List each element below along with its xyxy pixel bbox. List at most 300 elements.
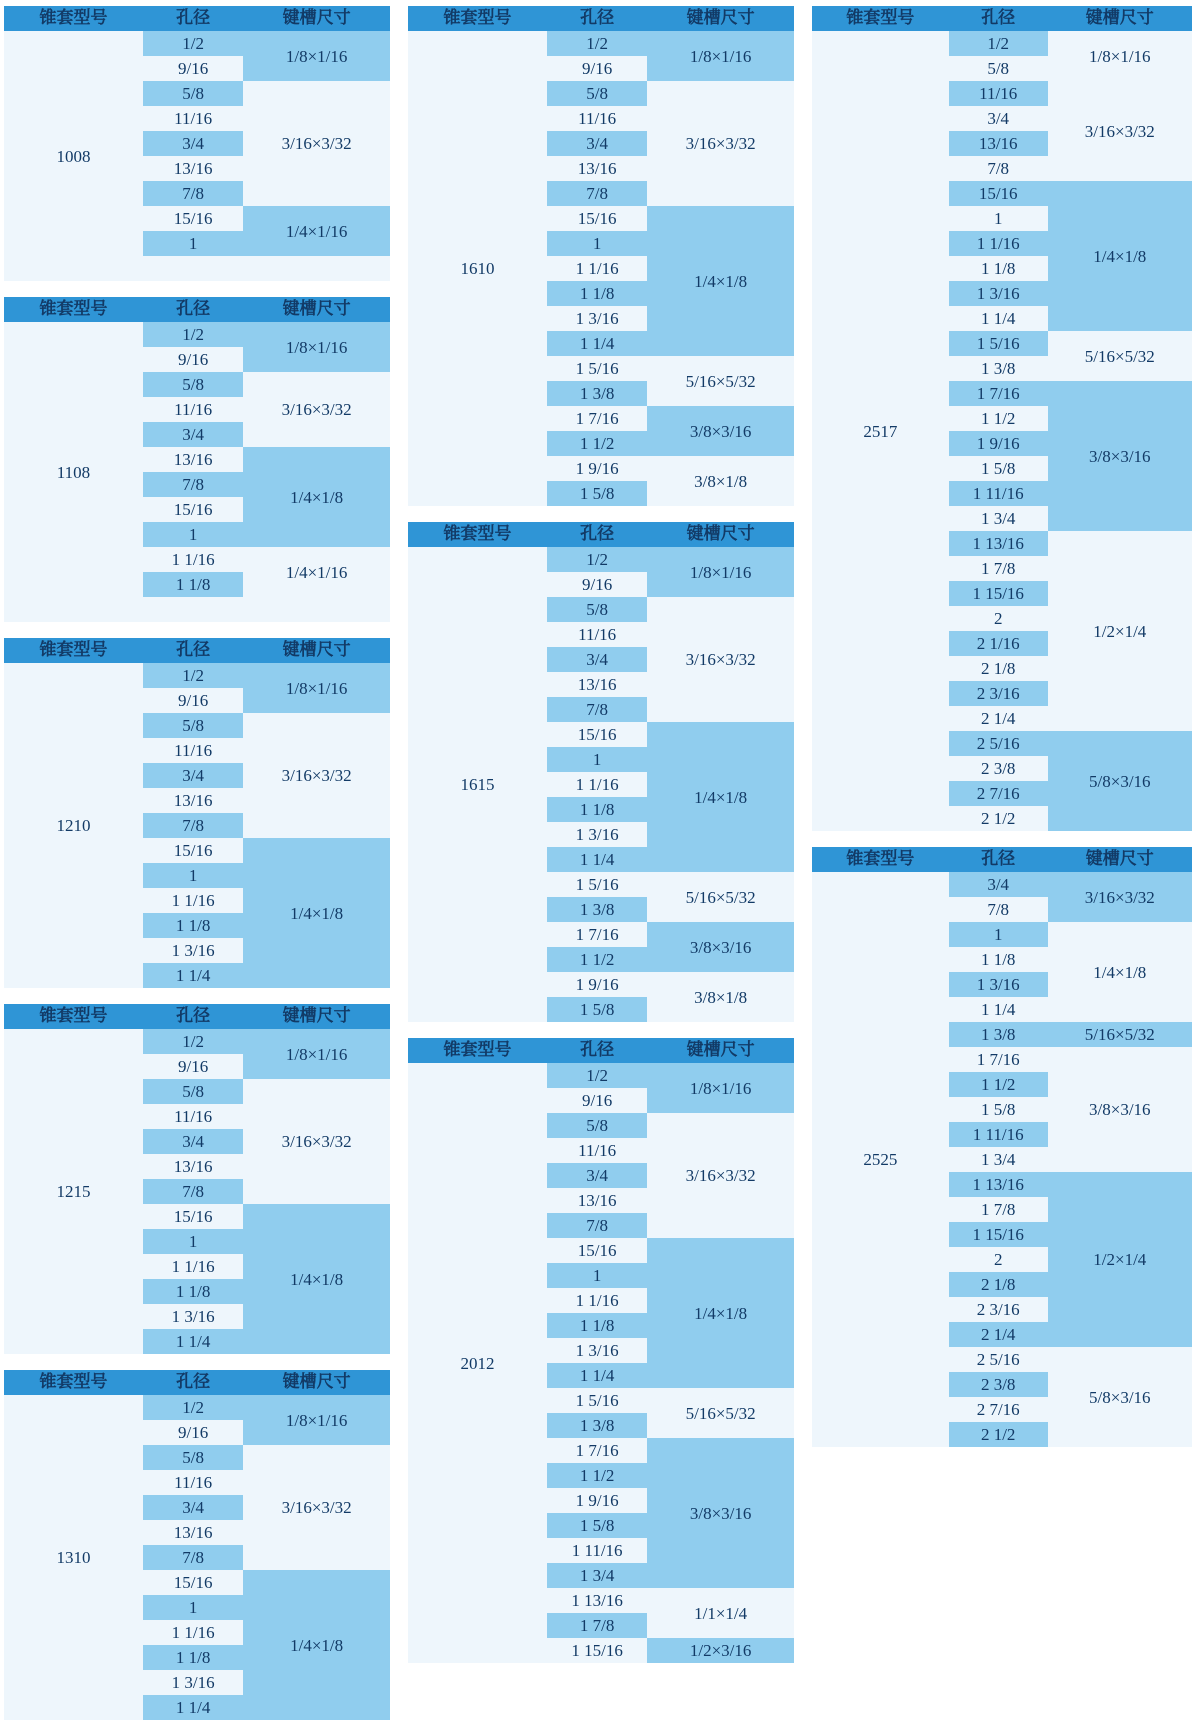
bore-cell: 1 1/16	[143, 1254, 243, 1279]
table-header-row	[408, 6, 794, 31]
table-header-row	[812, 6, 1192, 31]
bore-cell: 1 11/16	[547, 1538, 647, 1563]
bore-cell: 13/16	[143, 1154, 243, 1179]
bore-cell: 1 9/16	[949, 431, 1048, 456]
header-bore: 孔径	[143, 1004, 243, 1029]
table-header-row	[4, 297, 390, 322]
header-model: 锥套型号	[4, 6, 143, 31]
bore-cell: 1 7/16	[949, 1047, 1048, 1072]
table-row	[4, 1395, 390, 1420]
bore-cell: 11/16	[949, 81, 1048, 106]
keyway-cell: 3/8×1/8	[647, 972, 794, 1022]
bore-cell: 1 1/2	[547, 1463, 647, 1488]
bore-cell: 7/8	[143, 1179, 243, 1204]
bore-cell: 1 7/16	[547, 406, 647, 431]
keyway-cell: 3/16×3/32	[243, 713, 390, 838]
bore-cell: 1 9/16	[547, 1488, 647, 1513]
bore-cell: 13/16	[547, 156, 647, 181]
bore-cell: 15/16	[949, 181, 1048, 206]
header-bore: 孔径	[547, 1038, 647, 1063]
header-keyway: 键槽尺寸	[647, 522, 794, 547]
table-row	[4, 322, 390, 347]
keyway-cell: 1/2×1/4	[1048, 1172, 1192, 1347]
keyway-cell: 3/16×3/32	[243, 1445, 390, 1570]
bore-cell: 1 1/4	[949, 997, 1048, 1022]
bore-cell: 5/8	[143, 713, 243, 738]
bore-cell: 15/16	[143, 206, 243, 231]
table-row	[812, 872, 1192, 897]
header-keyway: 键槽尺寸	[1048, 6, 1192, 31]
bore-cell: 1/2	[143, 1395, 243, 1420]
bore-cell: 11/16	[547, 622, 647, 647]
bore-cell: 3/4	[143, 131, 243, 156]
bore-cell: 1 1/8	[949, 947, 1048, 972]
bore-cell: 1 15/16	[949, 581, 1048, 606]
bore-cell: 5/8	[547, 1113, 647, 1138]
bore-cell: 1 3/8	[547, 897, 647, 922]
header-bore: 孔径	[547, 6, 647, 31]
table-row	[408, 31, 794, 56]
header-bore: 孔径	[949, 6, 1048, 31]
keyway-cell	[243, 597, 390, 622]
bore-cell	[143, 597, 243, 622]
keyway-cell: 1/1×1/4	[647, 1588, 794, 1638]
keyway-cell: 3/8×3/16	[1048, 1047, 1192, 1172]
keyway-cell: 1/4×1/8	[243, 1570, 390, 1720]
bushing-table	[408, 6, 794, 506]
keyway-cell: 1/2×3/16	[647, 1638, 794, 1663]
bore-cell: 1 5/8	[949, 456, 1048, 481]
bore-cell: 3/4	[949, 106, 1048, 131]
bore-cell: 1 1/8	[547, 281, 647, 306]
bore-cell: 9/16	[143, 1420, 243, 1445]
bushing-model-cell: 1008	[4, 31, 143, 281]
bore-cell: 1 3/16	[143, 1670, 243, 1695]
header-model: 锥套型号	[4, 297, 143, 322]
bore-cell: 1 3/4	[949, 1147, 1048, 1172]
header-keyway: 键槽尺寸	[647, 6, 794, 31]
table-header-row	[812, 847, 1192, 872]
bore-cell: 1/2	[949, 31, 1048, 56]
table-row	[4, 31, 390, 56]
header-model: 锥套型号	[4, 1370, 143, 1395]
keyway-cell: 5/16×5/32	[647, 872, 794, 922]
bore-cell: 3/4	[143, 422, 243, 447]
bushing-model-cell: 1310	[4, 1395, 143, 1720]
bore-cell: 9/16	[143, 1054, 243, 1079]
bore-cell: 1	[143, 1229, 243, 1254]
header-bore: 孔径	[143, 297, 243, 322]
bore-cell: 5/8	[143, 1079, 243, 1104]
bushing-table	[4, 638, 390, 988]
bore-cell: 11/16	[143, 1104, 243, 1129]
bore-cell: 7/8	[949, 156, 1048, 181]
header-keyway: 键槽尺寸	[243, 297, 390, 322]
bore-cell: 7/8	[547, 181, 647, 206]
bore-cell: 7/8	[143, 181, 243, 206]
bore-cell: 1 3/16	[143, 938, 243, 963]
bore-cell: 1 13/16	[949, 1172, 1048, 1197]
bore-cell: 15/16	[143, 497, 243, 522]
bore-cell: 1/2	[143, 1029, 243, 1054]
keyway-cell: 3/8×3/16	[647, 1438, 794, 1588]
table-header-row	[4, 638, 390, 663]
bore-cell: 11/16	[547, 106, 647, 131]
keyway-cell: 3/16×3/32	[1048, 872, 1192, 922]
bore-cell: 11/16	[143, 738, 243, 763]
bore-cell: 3/4	[547, 1163, 647, 1188]
bore-cell: 1 3/4	[949, 506, 1048, 531]
bore-cell: 1/2	[143, 663, 243, 688]
bore-cell: 1 1/8	[143, 913, 243, 938]
bore-cell: 1	[143, 522, 243, 547]
bore-cell: 3/4	[949, 872, 1048, 897]
keyway-cell: 3/16×3/32	[647, 81, 794, 206]
bore-cell: 11/16	[143, 397, 243, 422]
bore-cell: 1 1/4	[547, 1363, 647, 1388]
keyway-cell: 1/2×1/4	[1048, 531, 1192, 731]
bore-cell: 11/16	[143, 106, 243, 131]
bore-cell: 7/8	[143, 813, 243, 838]
keyway-cell: 3/16×3/32	[243, 372, 390, 447]
bore-cell: 1 5/16	[949, 331, 1048, 356]
keyway-cell: 1/4×1/8	[243, 838, 390, 988]
bore-cell: 1 1/2	[547, 947, 647, 972]
bore-cell: 1 7/8	[949, 556, 1048, 581]
keyway-cell: 5/16×5/32	[647, 1388, 794, 1438]
bore-cell: 1 5/16	[547, 356, 647, 381]
bushing-table	[408, 522, 794, 1022]
bore-cell: 5/8	[143, 1445, 243, 1470]
keyway-cell: 3/8×3/16	[647, 922, 794, 972]
bore-cell: 9/16	[143, 688, 243, 713]
bore-cell: 1	[547, 747, 647, 772]
bore-cell: 1 1/8	[547, 1313, 647, 1338]
bore-cell: 1 1/2	[949, 1072, 1048, 1097]
bore-cell: 3/4	[143, 1495, 243, 1520]
bore-cell: 15/16	[143, 838, 243, 863]
bushing-table	[812, 847, 1192, 1447]
bore-cell: 1 11/16	[949, 481, 1048, 506]
bore-cell: 7/8	[143, 1545, 243, 1570]
keyway-cell: 1/8×1/16	[243, 1029, 390, 1079]
bore-cell: 1 3/8	[949, 1022, 1048, 1047]
bore-cell: 1 1/16	[547, 1288, 647, 1313]
bore-cell: 1 3/8	[949, 356, 1048, 381]
bore-cell: 1/2	[547, 547, 647, 572]
bore-cell: 1 1/2	[949, 406, 1048, 431]
keyway-cell: 5/16×5/32	[647, 356, 794, 406]
table-header-row	[408, 522, 794, 547]
bore-cell: 1 1/8	[143, 1645, 243, 1670]
header-keyway: 键槽尺寸	[243, 1004, 390, 1029]
bushing-model-cell: 2012	[408, 1063, 547, 1663]
bore-cell: 15/16	[547, 1238, 647, 1263]
header-model: 锥套型号	[408, 1038, 547, 1063]
bore-cell: 2	[949, 1247, 1048, 1272]
bore-cell: 2 1/16	[949, 631, 1048, 656]
bore-cell: 15/16	[547, 206, 647, 231]
bore-cell: 13/16	[143, 447, 243, 472]
bore-cell: 1/2	[547, 31, 647, 56]
bore-cell: 1/2	[547, 1063, 647, 1088]
bore-cell: 1 13/16	[547, 1588, 647, 1613]
bore-cell: 1 3/16	[547, 1338, 647, 1363]
bore-cell: 1 11/16	[949, 1122, 1048, 1147]
bore-cell: 11/16	[547, 1138, 647, 1163]
bushing-table	[4, 1004, 390, 1354]
bore-cell: 1 1/16	[143, 888, 243, 913]
table-header-row	[408, 1038, 794, 1063]
keyway-cell: 1/4×1/8	[243, 1204, 390, 1354]
keyway-cell: 5/16×5/32	[1048, 1022, 1192, 1047]
keyway-cell: 1/4×1/8	[243, 447, 390, 547]
keyway-cell: 1/4×1/8	[647, 206, 794, 356]
bore-cell: 13/16	[143, 788, 243, 813]
bore-cell: 9/16	[547, 56, 647, 81]
bore-cell: 7/8	[547, 1213, 647, 1238]
bore-cell: 1 1/4	[143, 1695, 243, 1720]
bore-cell: 11/16	[143, 1470, 243, 1495]
column-right	[812, 6, 1192, 1485]
bore-cell: 3/4	[547, 647, 647, 672]
bore-cell: 1 1/4	[547, 847, 647, 872]
bore-cell: 1 1/8	[949, 256, 1048, 281]
keyway-cell: 1/8×1/16	[1048, 31, 1192, 81]
bore-cell: 1 1/16	[143, 547, 243, 572]
keyway-cell: 1/4×1/16	[243, 206, 390, 256]
bore-cell: 7/8	[547, 697, 647, 722]
bore-cell: 13/16	[547, 672, 647, 697]
bore-cell: 15/16	[143, 1570, 243, 1595]
keyway-cell: 1/8×1/16	[647, 1063, 794, 1113]
bore-cell: 5/8	[143, 372, 243, 397]
bore-cell: 1 5/16	[547, 1388, 647, 1413]
bore-cell: 1 9/16	[547, 456, 647, 481]
bore-cell: 1 3/16	[949, 281, 1048, 306]
header-keyway: 键槽尺寸	[243, 638, 390, 663]
bore-cell: 1 3/8	[547, 1413, 647, 1438]
bore-cell: 2 1/4	[949, 706, 1048, 731]
header-bore: 孔径	[143, 6, 243, 31]
keyway-cell: 1/4×1/16	[243, 547, 390, 597]
bore-cell: 2 1/8	[949, 656, 1048, 681]
bore-cell: 1 7/16	[547, 922, 647, 947]
bore-cell: 1 3/16	[547, 306, 647, 331]
bore-cell: 1	[547, 231, 647, 256]
header-bore: 孔径	[949, 847, 1048, 872]
bore-cell: 9/16	[547, 572, 647, 597]
bore-cell: 1 5/16	[547, 872, 647, 897]
bushing-model-cell: 1210	[4, 663, 143, 988]
bore-cell: 1 3/8	[547, 381, 647, 406]
bore-cell: 1 1/4	[143, 1329, 243, 1354]
bore-cell: 1 5/8	[547, 481, 647, 506]
bushing-table	[812, 6, 1192, 831]
bore-cell: 1 1/8	[547, 797, 647, 822]
bore-cell: 2 3/16	[949, 681, 1048, 706]
bore-cell: 5/8	[547, 597, 647, 622]
bore-cell: 13/16	[949, 131, 1048, 156]
bore-cell: 1 5/8	[547, 1513, 647, 1538]
table-row	[4, 663, 390, 688]
keyway-cell: 3/8×3/16	[647, 406, 794, 456]
bushing-table	[4, 297, 390, 622]
header-keyway: 键槽尺寸	[1048, 847, 1192, 872]
bore-cell: 1 1/4	[547, 331, 647, 356]
header-bore: 孔径	[143, 1370, 243, 1395]
keyway-cell: 3/16×3/32	[647, 597, 794, 722]
bore-cell: 1 3/16	[547, 822, 647, 847]
table-row	[408, 1063, 794, 1088]
header-keyway: 键槽尺寸	[243, 1370, 390, 1395]
keyway-cell: 3/8×3/16	[1048, 381, 1192, 531]
table-row	[812, 31, 1192, 56]
bore-cell: 3/4	[143, 763, 243, 788]
bore-cell: 2 3/8	[949, 756, 1048, 781]
bushing-model-cell: 1615	[408, 547, 547, 1022]
bushing-model-cell: 2525	[812, 872, 949, 1447]
bore-cell: 1/2	[143, 31, 243, 56]
bore-cell: 9/16	[547, 1088, 647, 1113]
bore-cell: 2 5/16	[949, 731, 1048, 756]
keyway-cell	[243, 256, 390, 281]
keyway-cell: 5/16×5/32	[1048, 331, 1192, 381]
keyway-cell: 3/16×3/32	[243, 1079, 390, 1204]
bore-cell: 7/8	[143, 472, 243, 497]
bore-cell: 1 1/8	[143, 572, 243, 597]
bushing-model-cell: 1610	[408, 31, 547, 506]
bore-cell: 2 3/8	[949, 1372, 1048, 1397]
keyway-cell: 5/8×3/16	[1048, 731, 1192, 831]
bore-cell: 9/16	[143, 56, 243, 81]
table-header-row	[4, 1004, 390, 1029]
bore-cell: 2 1/2	[949, 1422, 1048, 1447]
table-row	[408, 547, 794, 572]
bore-cell: 1 1/4	[949, 306, 1048, 331]
bore-cell: 1 9/16	[547, 972, 647, 997]
bore-cell: 1	[949, 206, 1048, 231]
keyway-cell: 1/4×1/8	[647, 722, 794, 872]
keyway-cell: 3/16×3/32	[647, 1113, 794, 1238]
keyway-cell: 1/4×1/8	[647, 1238, 794, 1388]
bore-cell: 2 7/16	[949, 781, 1048, 806]
table-header-row	[4, 1370, 390, 1395]
keyway-cell: 1/8×1/16	[647, 31, 794, 81]
bore-cell: 7/8	[949, 897, 1048, 922]
bore-cell: 1 7/8	[949, 1197, 1048, 1222]
keyway-cell: 1/4×1/8	[1048, 922, 1192, 1022]
bore-cell: 1 15/16	[949, 1222, 1048, 1247]
bore-cell: 1 7/16	[949, 381, 1048, 406]
bore-cell: 1/2	[143, 322, 243, 347]
bore-cell: 1 1/2	[547, 431, 647, 456]
header-model: 锥套型号	[4, 1004, 143, 1029]
bore-cell: 3/4	[547, 131, 647, 156]
bore-cell: 2 1/4	[949, 1322, 1048, 1347]
column-middle	[408, 6, 794, 1660]
bushing-model-cell: 1108	[4, 322, 143, 622]
bore-cell: 15/16	[143, 1204, 243, 1229]
header-model: 锥套型号	[4, 638, 143, 663]
keyway-cell: 3/8×1/8	[647, 456, 794, 506]
keyway-cell: 1/8×1/16	[243, 31, 390, 81]
bore-cell: 5/8	[143, 81, 243, 106]
bore-cell: 5/8	[547, 81, 647, 106]
bore-cell: 1 1/16	[949, 231, 1048, 256]
bushing-table	[408, 1038, 794, 1663]
bore-cell: 1 3/4	[547, 1563, 647, 1588]
header-model: 锥套型号	[812, 6, 949, 31]
keyway-cell: 1/8×1/16	[647, 547, 794, 597]
bore-cell: 2 7/16	[949, 1397, 1048, 1422]
bore-cell: 2 5/16	[949, 1347, 1048, 1372]
bore-cell: 1 1/8	[143, 1279, 243, 1304]
bore-cell: 1 3/16	[949, 972, 1048, 997]
bore-cell: 1 1/16	[143, 1620, 243, 1645]
bushing-table	[4, 6, 390, 281]
header-model: 锥套型号	[408, 6, 547, 31]
header-model: 锥套型号	[812, 847, 949, 872]
bore-cell: 9/16	[143, 347, 243, 372]
keyway-cell: 3/16×3/32	[1048, 81, 1192, 181]
bore-cell: 1	[143, 231, 243, 256]
keyway-cell: 1/8×1/16	[243, 322, 390, 372]
keyway-cell: 3/16×3/32	[243, 81, 390, 206]
keyway-cell: 1/8×1/16	[243, 663, 390, 713]
bore-cell: 1 7/8	[547, 1613, 647, 1638]
bore-cell: 1 5/8	[949, 1097, 1048, 1122]
bore-cell: 1 5/8	[547, 997, 647, 1022]
bore-cell: 2 3/16	[949, 1297, 1048, 1322]
bore-cell: 5/8	[949, 56, 1048, 81]
bore-cell: 1 3/16	[143, 1304, 243, 1329]
table-row	[4, 1029, 390, 1054]
bore-cell: 2	[949, 606, 1048, 631]
bore-cell: 15/16	[547, 722, 647, 747]
header-bore: 孔径	[547, 522, 647, 547]
bore-cell: 3/4	[143, 1129, 243, 1154]
bore-cell: 1 1/16	[547, 772, 647, 797]
bore-cell: 13/16	[143, 1520, 243, 1545]
header-bore: 孔径	[143, 638, 243, 663]
bore-cell: 1	[143, 1595, 243, 1620]
header-keyway: 键槽尺寸	[243, 6, 390, 31]
bore-cell: 13/16	[547, 1188, 647, 1213]
bore-cell: 1 13/16	[949, 531, 1048, 556]
column-left	[4, 6, 390, 1717]
bore-cell: 13/16	[143, 156, 243, 181]
bore-cell: 1	[143, 863, 243, 888]
bushing-model-cell: 1215	[4, 1029, 143, 1354]
bushing-table	[4, 1370, 390, 1720]
bore-cell	[143, 256, 243, 281]
bore-cell: 1	[547, 1263, 647, 1288]
table-header-row	[4, 6, 390, 31]
bore-cell: 1	[949, 922, 1048, 947]
header-model: 锥套型号	[408, 522, 547, 547]
bore-cell: 2 1/8	[949, 1272, 1048, 1297]
bore-cell: 1 7/16	[547, 1438, 647, 1463]
bore-cell: 2 1/2	[949, 806, 1048, 831]
bore-cell: 1 1/16	[547, 256, 647, 281]
header-keyway: 键槽尺寸	[647, 1038, 794, 1063]
keyway-cell: 5/8×3/16	[1048, 1347, 1192, 1447]
bore-cell: 1 1/4	[143, 963, 243, 988]
keyway-cell: 1/4×1/8	[1048, 181, 1192, 331]
keyway-cell: 1/8×1/16	[243, 1395, 390, 1445]
bore-cell: 1 15/16	[547, 1638, 647, 1663]
